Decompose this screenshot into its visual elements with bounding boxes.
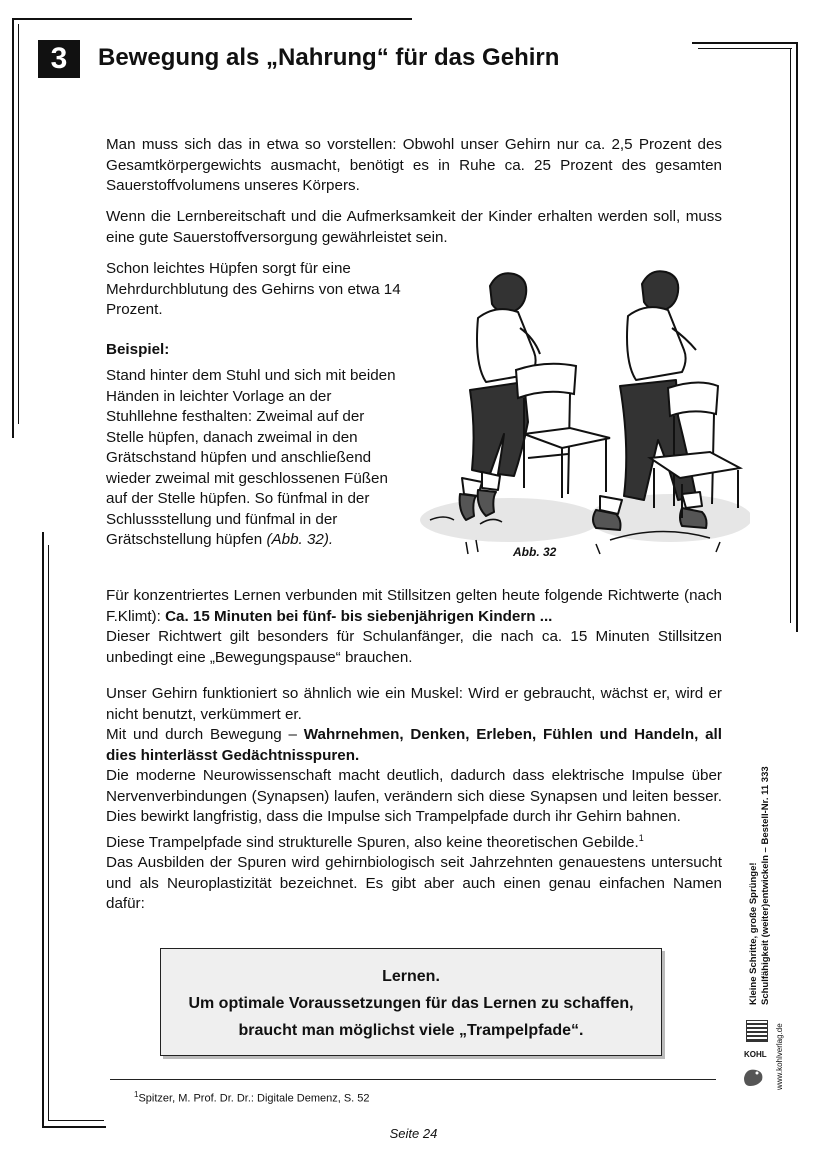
frame-top-right-v: [796, 42, 798, 632]
section2-text1: Für konzentriertes Lernen verbunden mit Stillsitzen gelten heute folgende Richtwerte (nach F.Klimt):: [106, 587, 722, 625]
section3-text5: Das Ausbilden der Spuren wird gehirnbiologisch seit Jahrzehnten genauestens untersucht und als Neuroplastizität bezeichnet. Es gibt aber auch einen genau einfachen Namen dafür:: [106, 854, 722, 913]
side-line2: Schulfähigkeit (weiter)entwickeln – Bestell-Nr. 11 333: [760, 766, 771, 1005]
kohl-logo: [744, 1020, 770, 1064]
section2-bold1: Ca. 15 Minuten bei fünf- bis siebenjährigen Kindern ...: [165, 607, 553, 625]
callout-box: [160, 948, 662, 1056]
frame-top-left-h: [12, 18, 412, 20]
section3-text2a: Mit und durch Bewegung –: [106, 726, 304, 743]
side-publisher-text: [748, 766, 772, 1005]
frame-top-left-v: [12, 18, 14, 438]
section3-text1: Unser Gehirn funktioniert so ähnlich wie ein Muskel: Wird er gebraucht, wächst er, wird er nicht benutzt, verkümmert er.: [106, 685, 722, 723]
kohl-logo-mark: [746, 1020, 768, 1042]
intro-paragraph-2: [106, 207, 722, 248]
example-text: Stand hinter dem Stuhl und sich mit beiden Händen in leichter Vorlage an der Stuhllehne festhalten: Zweimal auf der Stelle hüpfen, danach zweimal in den Grätschstand hüpfen und anschließend wieder zweimal mit geschlossenen Füßen auf der Stelle hüpfen. So fünfmal in der Schlussstellung und fünfmal in der Grätschstellung hüpfen: [106, 367, 396, 548]
page-title: Bewegung als „Nahrung“ für das Gehirn: [98, 44, 560, 71]
footnote-ref: 1: [638, 832, 644, 843]
side-url: www.kohlverlag.de: [775, 1023, 784, 1090]
callout-line2: Um optimale Voraussetzungen für das Lernen zu schaffen,: [188, 995, 634, 1012]
kohl-logo-text: KOHL: [744, 1050, 767, 1059]
child-left: [460, 273, 540, 520]
section3-bold2: Wahrnehmen, Denken, Erleben, Fühlen und Handeln, all dies hinterlässt Gedächtnisspuren.: [106, 726, 722, 764]
footnote-text: Spitzer, M. Prof. Dr. Dr.: Digitale Demenz, S. 52: [138, 1092, 370, 1105]
callout-line1: Lernen.: [382, 968, 440, 985]
frame-bottom-left-v: [42, 532, 44, 1128]
frame-top-right-v2: [790, 48, 791, 623]
intro-paragraph-1: [106, 135, 722, 197]
frame-top-right-h: [692, 42, 798, 44]
frame-bottom-left-h2: [48, 1120, 104, 1121]
section3-text4: Diese Trampelpfade sind strukturelle Spuren, also keine theoretischen Gebilde.: [106, 833, 639, 851]
frame-top-left-v2: [18, 24, 19, 424]
shadow-left: [420, 498, 600, 542]
footnote-divider: [110, 1079, 716, 1080]
page-number: Seite 24: [389, 1126, 438, 1141]
figure-caption: Abb. 32: [513, 545, 557, 559]
frame-top-right-h2: [698, 48, 792, 49]
figure-hopping-children: [420, 258, 750, 558]
section3-paragraph: [106, 684, 722, 915]
section2-text2: Dieser Richtwert gilt besonders für Schulanfänger, die nach ca. 15 Minuten Stillsitzen unbedingt eine „Bewegungspause“ brauchen.: [106, 628, 722, 666]
callout-line3: braucht man möglichst viele „Trampelpfade“.: [238, 1022, 584, 1039]
bird-icon: [740, 1064, 766, 1088]
footnote-marker: 1: [134, 1090, 139, 1099]
intro-text-2: Wenn die Lernbereitschaft und die Aufmerksamkeit der Kinder erhalten werden soll, muss eine gute Sauerstoffversorgung gewährleistet sein.: [106, 208, 722, 246]
intro-text-1: Man muss sich das in etwa so vorstellen: Obwohl unser Gehirn nur ca. 2,5 Prozent des Gesamtkörpergewichts ausmacht, benötigt es in Ruhe ca. 25 Prozent des gesamten Sauerstoffvolumens unseres Körpers.: [106, 136, 722, 194]
chair-left: [516, 364, 610, 498]
side-line1: Kleine Schritte, große Sprünge!: [748, 862, 759, 1005]
example-ref: (Abb. 32).: [266, 531, 334, 548]
section2-paragraph: [106, 586, 722, 668]
section3-text3: Die moderne Neurowissenschaft macht deutlich, dadurch dass elektrische Impulse über Nervenverbindungen (Synapsen) laufen, verändern sich diese Synapsen und leiten besser. Dies bewirkt langfristig, dass die Impulse sich Trampelpfade durch ihr Gehirn bahnen.: [106, 767, 722, 825]
example-paragraph: [106, 366, 406, 551]
footnote: [134, 1090, 370, 1105]
hop-paragraph: [106, 259, 426, 321]
chapter-number: 3: [38, 40, 80, 78]
hop-text: Schon leichtes Hüpfen sorgt für eine Mehrdurchblutung des Gehirns von etwa 14 Prozent.: [106, 260, 401, 318]
frame-bottom-left-v2: [48, 545, 49, 1120]
example-heading: Beispiel:: [106, 341, 170, 358]
